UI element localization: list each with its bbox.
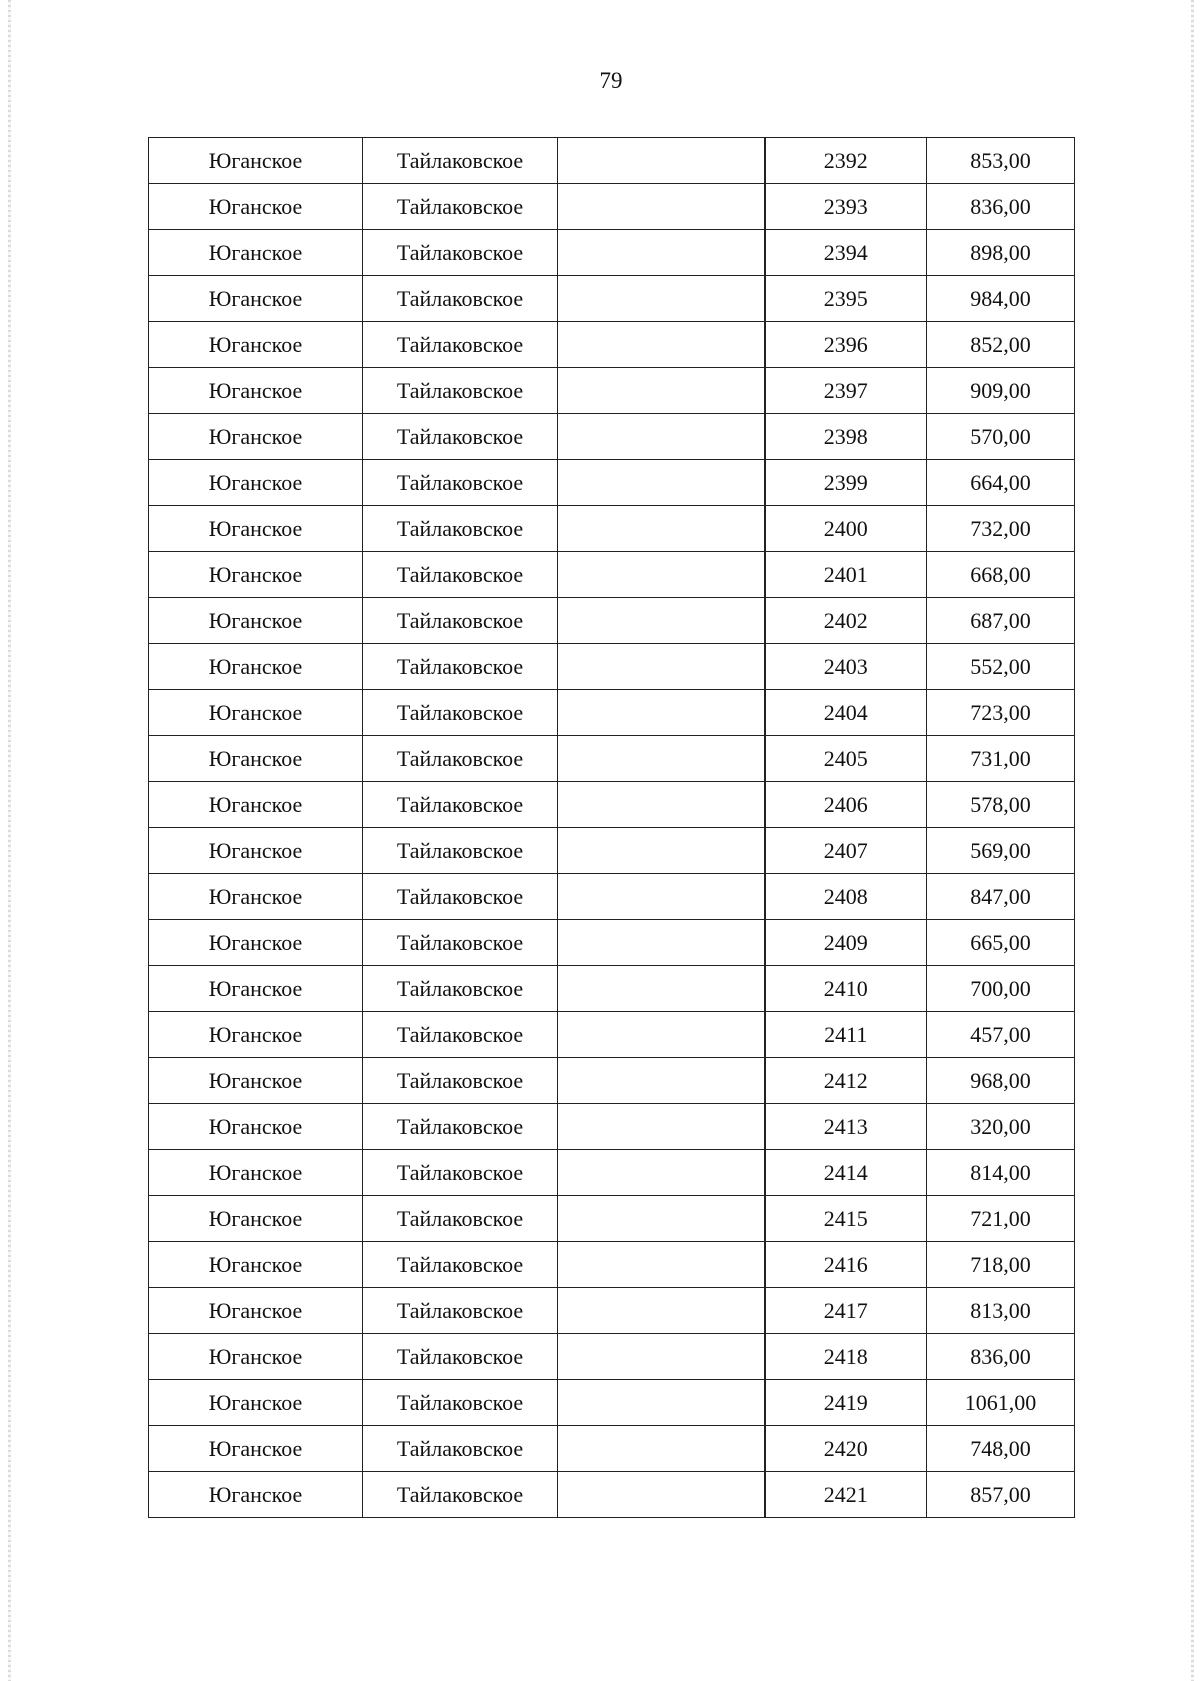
number-cell: 2408 — [765, 874, 927, 920]
deposit-cell: Юганское — [149, 138, 363, 184]
deposit-cell: Юганское — [149, 184, 363, 230]
table-row — [149, 1104, 1075, 1150]
area-cell: Тайлаковское — [363, 736, 558, 782]
note-cell — [558, 138, 765, 184]
deposit-cell: Юганское — [149, 414, 363, 460]
area-cell: Тайлаковское — [363, 1150, 558, 1196]
deposit-cell: Юганское — [149, 230, 363, 276]
number-cell: 2411 — [765, 1012, 927, 1058]
number-cell: 2419 — [765, 1380, 927, 1426]
number-cell: 2414 — [765, 1150, 927, 1196]
note-cell — [558, 1058, 765, 1104]
area-cell: Тайлаковское — [363, 782, 558, 828]
table-row — [149, 644, 1075, 690]
table-row — [149, 966, 1075, 1012]
note-cell — [558, 1472, 765, 1518]
table-row — [149, 1150, 1075, 1196]
area-cell: Тайлаковское — [363, 460, 558, 506]
deposit-cell: Юганское — [149, 1426, 363, 1472]
deposit-cell: Юганское — [149, 460, 363, 506]
value-cell: 857,00 — [927, 1472, 1075, 1518]
area-cell: Тайлаковское — [363, 368, 558, 414]
deposit-cell: Юганское — [149, 598, 363, 644]
number-cell: 2400 — [765, 506, 927, 552]
deposit-cell: Юганское — [149, 552, 363, 598]
number-cell: 2407 — [765, 828, 927, 874]
area-cell: Тайлаковское — [363, 1288, 558, 1334]
note-cell — [558, 1012, 765, 1058]
value-cell: 320,00 — [927, 1104, 1075, 1150]
area-cell: Тайлаковское — [363, 1242, 558, 1288]
value-cell: 570,00 — [927, 414, 1075, 460]
number-cell: 2418 — [765, 1334, 927, 1380]
value-cell: 852,00 — [927, 322, 1075, 368]
table-row — [149, 1012, 1075, 1058]
value-cell: 718,00 — [927, 1242, 1075, 1288]
number-cell: 2405 — [765, 736, 927, 782]
page-number: 79 — [599, 68, 623, 93]
table-row — [149, 1380, 1075, 1426]
area-cell: Тайлаковское — [363, 552, 558, 598]
value-cell: 723,00 — [927, 690, 1075, 736]
value-cell: 813,00 — [927, 1288, 1075, 1334]
note-cell — [558, 1426, 765, 1472]
area-cell: Тайлаковское — [363, 1426, 558, 1472]
note-cell — [558, 184, 765, 230]
note-cell — [558, 736, 765, 782]
deposit-cell: Юганское — [149, 1058, 363, 1104]
value-cell: 847,00 — [927, 874, 1075, 920]
note-cell — [558, 552, 765, 598]
value-cell: 664,00 — [927, 460, 1075, 506]
number-cell: 2410 — [765, 966, 927, 1012]
number-cell: 2417 — [765, 1288, 927, 1334]
value-cell: 457,00 — [927, 1012, 1075, 1058]
value-cell: 814,00 — [927, 1150, 1075, 1196]
number-cell: 2412 — [765, 1058, 927, 1104]
value-cell: 984,00 — [927, 276, 1075, 322]
note-cell — [558, 1288, 765, 1334]
table-row — [149, 598, 1075, 644]
note-cell — [558, 1380, 765, 1426]
note-cell — [558, 828, 765, 874]
table-row — [149, 690, 1075, 736]
value-cell: 1061,00 — [927, 1380, 1075, 1426]
data-table — [148, 137, 1075, 1518]
note-cell — [558, 230, 765, 276]
value-cell: 909,00 — [927, 368, 1075, 414]
table-row — [149, 552, 1075, 598]
area-cell: Тайлаковское — [363, 138, 558, 184]
table-row — [149, 322, 1075, 368]
area-cell: Тайлаковское — [363, 1472, 558, 1518]
area-cell: Тайлаковское — [363, 1380, 558, 1426]
deposit-cell: Юганское — [149, 1104, 363, 1150]
deposit-cell: Юганское — [149, 736, 363, 782]
deposit-cell: Юганское — [149, 690, 363, 736]
number-cell: 2403 — [765, 644, 927, 690]
deposit-cell: Юганское — [149, 276, 363, 322]
value-cell: 665,00 — [927, 920, 1075, 966]
deposit-cell: Юганское — [149, 368, 363, 414]
deposit-cell: Юганское — [149, 322, 363, 368]
area-cell: Тайлаковское — [363, 184, 558, 230]
value-cell: 968,00 — [927, 1058, 1075, 1104]
note-cell — [558, 1150, 765, 1196]
value-cell: 552,00 — [927, 644, 1075, 690]
area-cell: Тайлаковское — [363, 966, 558, 1012]
value-cell: 700,00 — [927, 966, 1075, 1012]
number-cell: 2396 — [765, 322, 927, 368]
note-cell — [558, 690, 765, 736]
table-row — [149, 506, 1075, 552]
value-cell: 721,00 — [927, 1196, 1075, 1242]
area-cell: Тайлаковское — [363, 1012, 558, 1058]
note-cell — [558, 598, 765, 644]
table-row — [149, 1472, 1075, 1518]
number-cell: 2397 — [765, 368, 927, 414]
value-cell: 853,00 — [927, 138, 1075, 184]
number-cell: 2395 — [765, 276, 927, 322]
deposit-cell: Юганское — [149, 1196, 363, 1242]
number-cell: 2415 — [765, 1196, 927, 1242]
number-cell: 2393 — [765, 184, 927, 230]
value-cell: 569,00 — [927, 828, 1075, 874]
note-cell — [558, 1196, 765, 1242]
note-cell — [558, 644, 765, 690]
deposit-cell: Юганское — [149, 506, 363, 552]
note-cell — [558, 276, 765, 322]
area-cell: Тайлаковское — [363, 598, 558, 644]
number-cell: 2416 — [765, 1242, 927, 1288]
value-cell: 748,00 — [927, 1426, 1075, 1472]
area-cell: Тайлаковское — [363, 230, 558, 276]
table-row — [149, 184, 1075, 230]
number-cell: 2421 — [765, 1472, 927, 1518]
note-cell — [558, 506, 765, 552]
area-cell: Тайлаковское — [363, 414, 558, 460]
area-cell: Тайлаковское — [363, 644, 558, 690]
table-row — [149, 1288, 1075, 1334]
note-cell — [558, 460, 765, 506]
deposit-cell: Юганское — [149, 1150, 363, 1196]
value-cell: 687,00 — [927, 598, 1075, 644]
deposit-cell: Юганское — [149, 920, 363, 966]
area-cell: Тайлаковское — [363, 690, 558, 736]
table-row — [149, 1242, 1075, 1288]
number-cell: 2398 — [765, 414, 927, 460]
table-row — [149, 1426, 1075, 1472]
number-cell: 2402 — [765, 598, 927, 644]
value-cell: 898,00 — [927, 230, 1075, 276]
value-cell: 836,00 — [927, 184, 1075, 230]
area-cell: Тайлаковское — [363, 1058, 558, 1104]
note-cell — [558, 322, 765, 368]
number-cell: 2409 — [765, 920, 927, 966]
deposit-cell: Юганское — [149, 828, 363, 874]
value-cell: 732,00 — [927, 506, 1075, 552]
note-cell — [558, 966, 765, 1012]
deposit-cell: Юганское — [149, 1288, 363, 1334]
area-cell: Тайлаковское — [363, 920, 558, 966]
table-row — [149, 1058, 1075, 1104]
number-cell: 2420 — [765, 1426, 927, 1472]
table-row — [149, 414, 1075, 460]
deposit-cell: Юганское — [149, 1380, 363, 1426]
number-cell: 2394 — [765, 230, 927, 276]
deposit-cell: Юганское — [149, 1012, 363, 1058]
table-body — [149, 138, 1075, 1518]
scan-edge-right — [1191, 0, 1194, 1681]
note-cell — [558, 1104, 765, 1150]
number-cell: 2406 — [765, 782, 927, 828]
value-cell: 836,00 — [927, 1334, 1075, 1380]
number-cell: 2413 — [765, 1104, 927, 1150]
note-cell — [558, 414, 765, 460]
table-row — [149, 276, 1075, 322]
number-cell: 2404 — [765, 690, 927, 736]
table-row — [149, 736, 1075, 782]
note-cell — [558, 1242, 765, 1288]
table-row — [149, 230, 1075, 276]
value-cell: 731,00 — [927, 736, 1075, 782]
table-row — [149, 1196, 1075, 1242]
area-cell: Тайлаковское — [363, 874, 558, 920]
deposit-cell: Юганское — [149, 1334, 363, 1380]
area-cell: Тайлаковское — [363, 1104, 558, 1150]
area-cell: Тайлаковское — [363, 1334, 558, 1380]
area-cell: Тайлаковское — [363, 506, 558, 552]
table-row — [149, 460, 1075, 506]
table-row — [149, 782, 1075, 828]
number-cell: 2399 — [765, 460, 927, 506]
area-cell: Тайлаковское — [363, 1196, 558, 1242]
deposit-cell: Юганское — [149, 1472, 363, 1518]
scan-edge-left — [8, 0, 11, 1681]
deposit-cell: Юганское — [149, 782, 363, 828]
number-cell: 2392 — [765, 138, 927, 184]
note-cell — [558, 1334, 765, 1380]
table-row — [149, 828, 1075, 874]
table-row — [149, 138, 1075, 184]
deposit-cell: Юганское — [149, 874, 363, 920]
value-cell: 578,00 — [927, 782, 1075, 828]
deposit-cell: Юганское — [149, 966, 363, 1012]
table-row — [149, 368, 1075, 414]
note-cell — [558, 874, 765, 920]
area-cell: Тайлаковское — [363, 828, 558, 874]
table-row — [149, 920, 1075, 966]
note-cell — [558, 782, 765, 828]
table-row — [149, 874, 1075, 920]
table-row — [149, 1334, 1075, 1380]
note-cell — [558, 368, 765, 414]
area-cell: Тайлаковское — [363, 276, 558, 322]
value-cell: 668,00 — [927, 552, 1075, 598]
deposit-cell: Юганское — [149, 1242, 363, 1288]
area-cell: Тайлаковское — [363, 322, 558, 368]
note-cell — [558, 920, 765, 966]
number-cell: 2401 — [765, 552, 927, 598]
deposit-cell: Юганское — [149, 644, 363, 690]
